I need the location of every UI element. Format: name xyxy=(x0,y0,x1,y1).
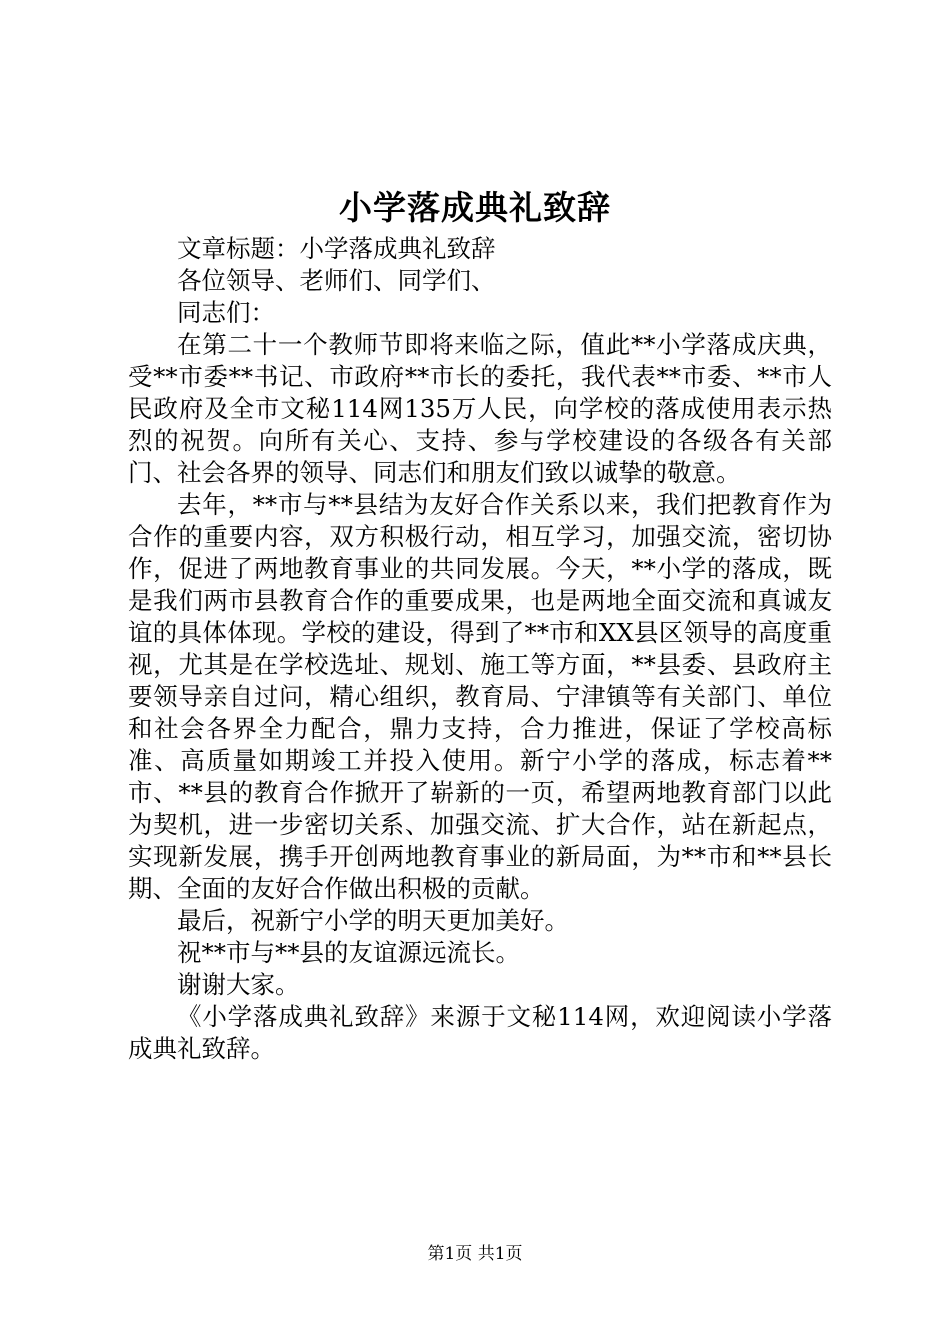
salutation-line-2: 同志们： xyxy=(177,298,275,327)
paragraph-cooperation: 去年，**市与**县结为友好合作关系以来，我们把教育作为合作的重要内容，双方积极行动，相互学习，加强交流，密切协作，促进了两地教育事业的共同发展。今天，**小学的落成，既是我们两市县教育合作的重要成果，也是两地全面交流和真诚友谊的具体体现。学校的建设，得到了**市和XX县区领导的高度重视，尤其是在学校选址、规划、施工等方面，**县委、县政府主要领导亲自过问，精心组织，教育局、宁津镇等有关部门、单位和社会各界全力配合，鼎力支持，合力推进，保证了学校高标准、高质量如期竣工并投入使用。新宁小学的落成，标志着**市、**县的教育合作掀开了崭新的一页，希望两地教育部门以此为契机，进一步密切关系、加强交流、扩大合作，站在新起点，实现新发展，携手开创两地教育事业的新局面，为**市和**县长期、全面的友好合作做出积极的贡献。 xyxy=(128,490,832,903)
document-body xyxy=(128,233,832,1065)
closing-thanks: 谢谢大家。 xyxy=(177,970,300,999)
document-title: 小学落成典礼致辞 xyxy=(339,188,611,227)
salutation-line: 各位领导、老师们、同学们、 xyxy=(177,266,496,295)
page-footer: 第1页 共1页 xyxy=(427,1244,523,1264)
closing-wish: 最后，祝新宁小学的明天更加美好。 xyxy=(177,906,569,935)
source-note: 《小学落成典礼致辞》来源于文秘114网，欢迎阅读小学落成典礼致辞。 xyxy=(128,1002,832,1063)
paragraph-opening: 在第二十一个教师节即将来临之际，值此**小学落成庆典，受**市委**书记、市政府**市长的委托，我代表**市委、**市人民政府及全市文秘114网135万人民，向学校的落成使用表示热烈的祝贺。向所有关心、支持、参与学校建设的各级各有关部门、社会各界的领导、同志们和朋友们致以诚挚的敬意。 xyxy=(128,330,832,487)
closing-friendship: 祝**市与**县的友谊源远流长。 xyxy=(177,938,520,967)
article-title-line: 文章标题：小学落成典礼致辞 xyxy=(177,234,496,263)
